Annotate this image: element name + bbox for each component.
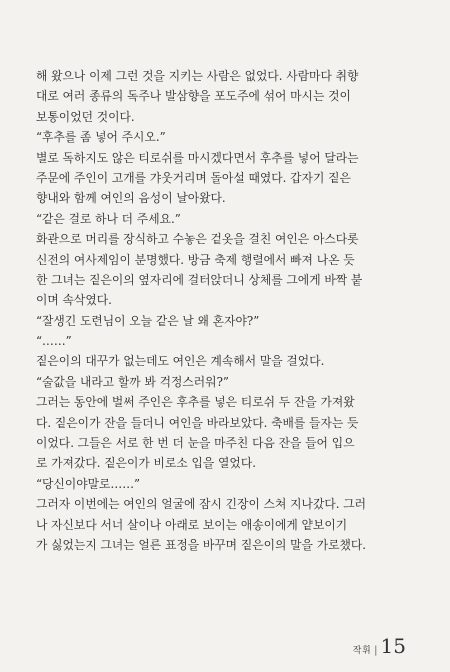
text-line: “같은 걸로 하나 더 주세요.” — [36, 211, 181, 226]
text-line: “당신이야말로……” — [36, 476, 141, 491]
text-line: “술값을 내라고 할까 봐 걱정스러워?” — [36, 374, 229, 389]
text-line: “잘생긴 도련님이 오늘 같은 날 왜 혼자야?” — [36, 313, 260, 328]
text-line: 대로 여러 종류의 독주나 발삼향을 포도주에 섞어 마시는 것이 — [36, 89, 351, 104]
chapter-label: 작휘 — [352, 646, 372, 656]
page-body-text — [36, 66, 418, 555]
text-line: 신전의 여사제임이 분명했다. 방금 축제 행렬에서 빠져 나온 듯 — [36, 252, 355, 267]
text-line: 가 싫었는지 그녀는 얼른 표정을 바꾸며 짙은이의 말을 가로챘다. — [36, 537, 367, 552]
text-line: “……” — [36, 334, 72, 349]
text-line: 주문에 주인이 고개를 갸웃거리며 돌아설 때였다. 갑자기 짙은 — [36, 170, 351, 185]
text-line: 로 가져갔다. 짙은이가 비로소 입을 열었다. — [36, 456, 256, 471]
text-line: 그러는 동안에 벌써 주인은 후추를 넣은 티로쉬 두 잔을 가져왔 — [36, 395, 355, 410]
text-line: 다. 짙은이가 잔을 들더니 여인을 바라보았다. 축배를 들자는 듯 — [36, 415, 359, 430]
page-footer — [353, 636, 406, 656]
text-line: 화관으로 머리를 장식하고 수놓은 겉옷을 걸친 여인은 아스다롯 — [36, 232, 359, 247]
text-line: “후추를 좀 넣어 주시오.” — [36, 130, 166, 145]
text-line: 한 그녀는 짙은이의 옆자리에 걸터앉더니 상체를 그에게 바짝 붙 — [36, 272, 363, 287]
text-line: 별로 독하지도 않은 티로쉬를 마시겠다면서 후추를 넣어 달라는 — [36, 150, 359, 165]
footer-separator: | — [374, 645, 378, 656]
text-line: 보통이었던 것이다. — [36, 109, 135, 124]
text-line: 향내와 함께 여인의 음성이 날아왔다. — [36, 191, 226, 206]
text-line: 짙은이의 대꾸가 없는데도 여인은 계속해서 말을 걸었다. — [36, 354, 325, 369]
text-line: 그러자 이번에는 여인의 얼굴에 잠시 긴장이 스쳐 지나갔다. 그러 — [36, 497, 367, 512]
text-line: 이었다. 그들은 서로 한 번 더 눈을 마주친 다음 잔을 들어 입으 — [36, 436, 355, 451]
text-line: 이며 속삭였다. — [36, 293, 112, 308]
text-line: 해 왔으나 이제 그런 것을 지키는 사람은 없었다. 사람마다 취향 — [36, 69, 359, 83]
text-line: 나 자신보다 서너 살이나 아래로 보이는 애송이에게 얕보이기 — [36, 517, 348, 532]
page-number: 15 — [380, 634, 406, 658]
